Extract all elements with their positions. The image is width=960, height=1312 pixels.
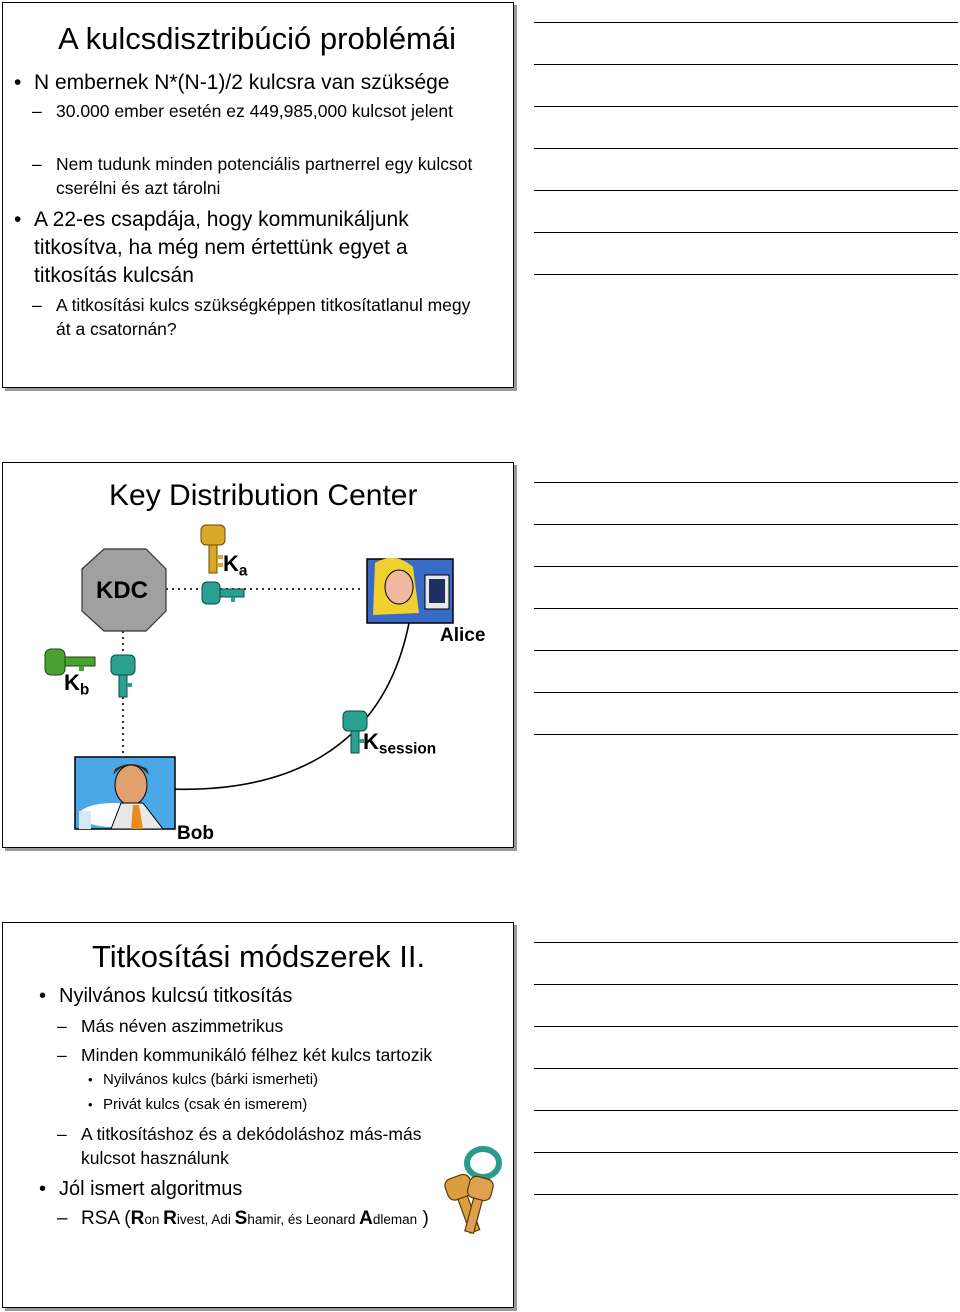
bob-label: Bob	[177, 823, 214, 844]
note-line	[534, 1110, 958, 1111]
sub-bullet-2a: – A titkosítási kulcs szükségképpen titkosítatlanul megy át a csatornán?	[32, 295, 471, 339]
key-green-icon	[202, 582, 244, 604]
note-line	[534, 524, 958, 525]
slide-2-title: Key Distribution Center	[109, 479, 418, 512]
note-line	[534, 190, 958, 191]
sub-bullet-1c: – A titkosításhoz és a dekódoláshoz más-más kulcsot használunk	[57, 1124, 422, 1168]
sub-sub-bullet-2: • Privát kulcs (csak én ismerem)	[88, 1096, 308, 1113]
sub-bullet-1b: – Nem tudunk minden potenciális partnerrel egy kulcsot cserélni és azt tárolni	[32, 154, 473, 198]
sub-bullet-1a: – 30.000 ember esetén ez 449,985,000 kulcsot jelent	[32, 101, 453, 121]
kdc-diagram	[3, 463, 515, 849]
rsa-r1: R	[130, 1208, 145, 1229]
kdc-label: KDC	[96, 577, 148, 604]
note-line	[534, 650, 958, 651]
slide-3-title: Titkosítási módszerek II.	[92, 939, 426, 974]
kb-label: $K_b$	[64, 670, 90, 699]
note-line	[534, 64, 958, 65]
note-line	[534, 984, 958, 985]
keyring-icon	[3, 923, 515, 1309]
session-curve	[168, 623, 409, 789]
note-line	[534, 566, 958, 567]
sub-sub-bullet-1: • Nyilvános kulcs (bárki ismerheti)	[88, 1071, 319, 1088]
note-line	[534, 734, 958, 735]
ka-label: $K_a$	[223, 551, 248, 580]
note-line	[534, 106, 958, 107]
bullet-2: • A 22-es csapdája, hogy kommunikáljunk titkosítva, ha még nem értettünk egyet a titkosítás kulcsán	[14, 208, 409, 287]
sub-bullet-1a: – Más néven aszimmetrikus	[57, 1016, 284, 1036]
bullet-1: • N embernek N*(N-1)/2 kulcsra van szüksége	[14, 71, 450, 94]
alice-avatar	[367, 558, 453, 623]
note-line	[534, 148, 958, 149]
note-line	[534, 1194, 958, 1195]
note-line	[534, 274, 958, 275]
slide-1-title: A kulcsdisztribúció problémái	[58, 21, 457, 56]
note-line	[534, 942, 958, 943]
note-line	[534, 1068, 958, 1069]
sub-bullet-rsa: – RSA (Ron Rivest, Adi Shamir, és Leonard Adleman )	[57, 1208, 429, 1229]
alice-label: Alice	[440, 625, 486, 646]
bullet-1: • Nyilvános kulcsú titkosítás	[39, 985, 293, 1007]
notes-area	[534, 0, 958, 1312]
key-teal-icon	[111, 655, 135, 697]
ksession-label: $K_{session}$	[363, 729, 437, 758]
note-line	[534, 1026, 958, 1027]
slide-2	[2, 462, 514, 848]
slide-3	[2, 922, 514, 1308]
note-line	[534, 608, 958, 609]
bullet-2: • Jól ismert algoritmus	[39, 1178, 243, 1200]
note-line	[534, 22, 958, 23]
sub-bullet-1b: – Minden kommunikáló félhez két kulcs tartozik	[57, 1045, 433, 1065]
key-gold-icon	[201, 525, 225, 573]
slide-1	[2, 2, 514, 388]
bob-avatar	[75, 757, 175, 829]
note-line	[534, 232, 958, 233]
note-line	[534, 482, 958, 483]
note-line	[534, 1152, 958, 1153]
note-line	[534, 692, 958, 693]
